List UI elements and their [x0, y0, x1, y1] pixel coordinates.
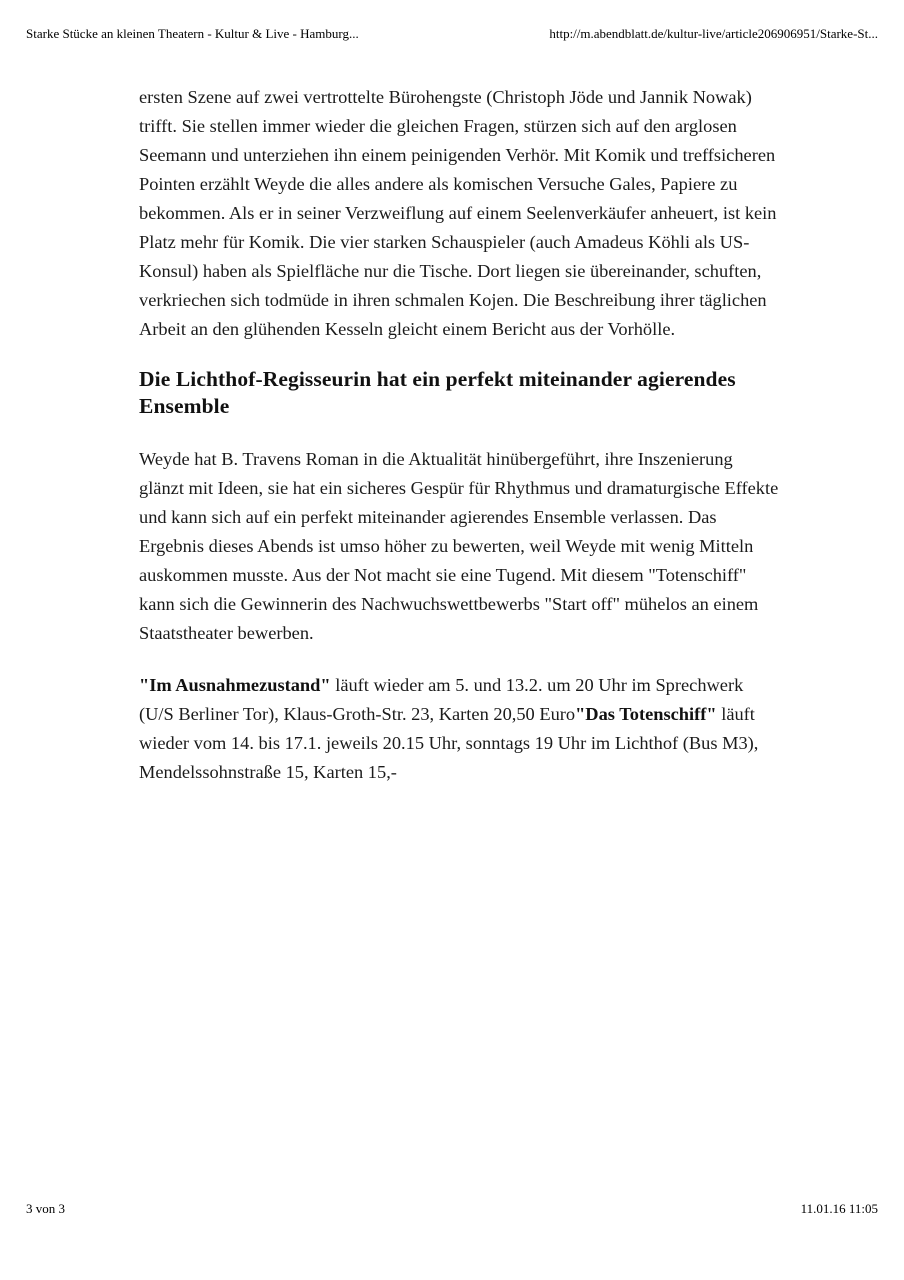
page-url[interactable]: http://m.abendblatt.de/kultur-live/article206906951/Starke-St... [549, 26, 878, 41]
print-datetime: 11.01.16 11:05 [800, 1201, 878, 1216]
article-paragraph: ersten Szene auf zwei vertrottelte Bürohengste (Christoph Jöde und Jannik Nowak) trifft. Sie stellen immer wieder die gleichen Fragen, stürzen sich auf den arglosen Seemann und unterziehen ihn einem peinigenden Verhör. Mit Komik und treffsicheren Pointen erzählt Weyde die alles andere als komischen Versuche Gales, Papiere zu bekommen. Als er in seiner Verzweiflung auf einem Seelenverkäufer anheuert, ist kein Platz mehr für Komik. Die vier starken Schauspieler (auch Amadeus Köhli als US-Konsul) haben als Spielfläche nur die Tische. Dort liegen sie übereinander, schuften, verkriechen sich todmüde in ihren schmalen Kojen. Die Beschreibung ihrer täglichen Arbeit an den glühenden Kesseln gleicht einem Bericht aus der Vorhölle. [139, 87, 777, 339]
show-details: läuft wieder am 5. und 13.2. um 20 Uhr im Sprechwerk (U/S Berliner Tor), Klaus-Groth-Str. 23, Karten 20,50 Euro [139, 675, 744, 724]
page-number: 3 von 3 [26, 1201, 65, 1216]
print-header [0, 26, 904, 44]
show-title: "Das Totenschiff" [575, 704, 717, 724]
show-details: läuft wieder vom 14. bis 17.1. jeweils 20.15 Uhr, sonntags 19 Uhr im Lichthof (Bus M3), Mendelssohnstraße 15, Karten 15,- [139, 704, 759, 782]
article-subheadline: Die Lichthof-Regisseurin hat ein perfekt miteinander agierendes Ensemble [139, 367, 736, 418]
event-info [139, 671, 779, 787]
article-paragraph: Weyde hat B. Travens Roman in die Aktualität hinübergeführt, ihre Inszenierung glänzt mit Ideen, sie hat ein sicheres Gespür für Rhythmus und dramaturgische Effekte und kann sich auf ein perfekt miteinander agierendes Ensemble verlassen. Das Ergebnis dieses Abends ist umso höher zu bewerten, weil Weyde mit wenig Mitteln auskommen musste. Aus der Not macht sie eine Tugend. Mit diesem "Totenschiff" kann sich die Gewinnerin des Nachwuchswettbewerbs "Start off" mühelos an einem Staatstheater bewerben. [139, 449, 779, 643]
article-body [139, 83, 779, 787]
page-title: Starke Stücke an kleinen Theatern - Kultur & Live - Hamburg... [26, 26, 359, 41]
print-footer [0, 1201, 904, 1219]
show-title: "Im Ausnahmezustand" [139, 675, 331, 695]
